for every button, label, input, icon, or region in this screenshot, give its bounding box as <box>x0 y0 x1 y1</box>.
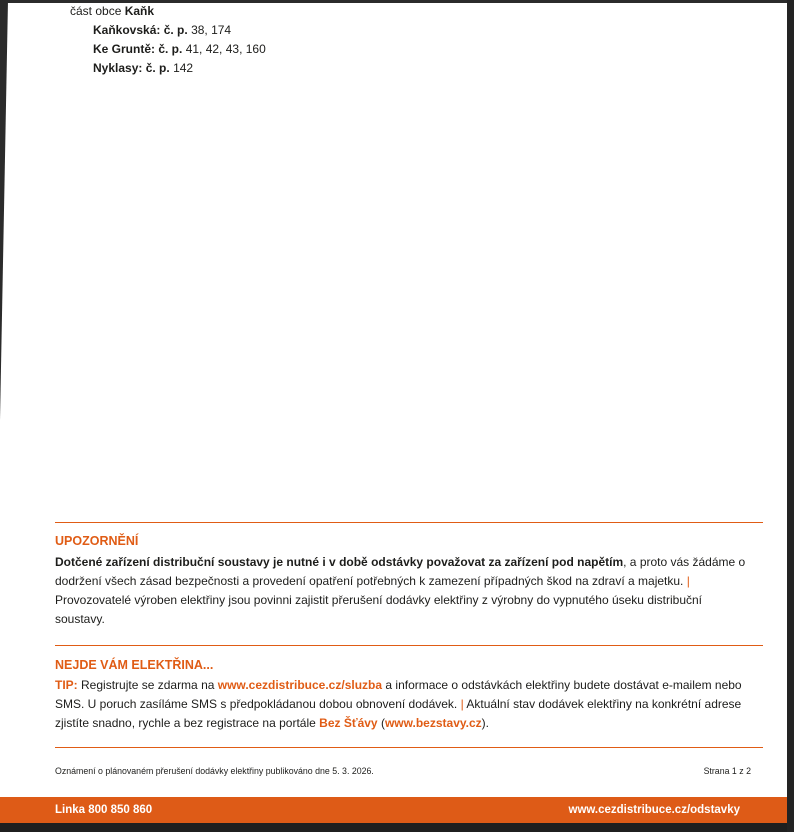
locality-list <box>70 2 266 78</box>
section-divider <box>55 645 763 646</box>
outages-url-link[interactable]: www.cezdistribuce.cz/odstavky <box>568 804 740 816</box>
paren-open: ( <box>380 716 385 730</box>
street-item <box>93 40 266 59</box>
orange-pipe-separator: | <box>686 574 690 588</box>
footer-row <box>55 766 751 776</box>
street-label: Nyklasy: č. p. <box>93 61 170 75</box>
footer-divider <box>55 747 763 748</box>
tip-paragraph <box>55 676 751 733</box>
bezstavy-portal-link[interactable]: Bez Šťávy <box>319 716 378 730</box>
bottom-brand-bar <box>0 797 794 823</box>
street-label: Kaňkovská: č. p. <box>93 23 188 37</box>
street-item <box>93 21 266 40</box>
locality-intro-text: část obce <box>70 4 122 18</box>
section-divider <box>55 522 763 523</box>
warning-paragraph <box>55 553 751 629</box>
warning-bold-lead: Dotčené zařízení distribuční soustavy je nutné i v době odstávky považovat za zařízení pod napětím <box>55 555 624 569</box>
hotline-phone: Linka 800 850 860 <box>55 804 153 816</box>
viewer-background-bottom-edge <box>0 823 794 832</box>
tip-label: TIP: <box>55 678 78 692</box>
street-numbers: 142 <box>173 61 194 75</box>
street-numbers: 41, 42, 43, 160 <box>185 42 266 56</box>
street-numbers: 38, 174 <box>191 23 232 37</box>
tip-info-text: a informace o odstávkách elektřiny budete dostávat e-mailem nebo SMS. U poruch zasíláme SMS s předpokládanou dobou obnovení dodávek. <box>55 678 742 711</box>
viewer-background-right-edge <box>787 0 794 832</box>
warning-after-bold: , a proto vás žádáme o dodržení všech zásad bezpečnosti a provedení opatření potřebných k zamezení případných škod na zdraví a majetku. <box>55 555 746 588</box>
publication-note: Oznámení o plánovaném přerušení dodávky elektřiny publikováno dne 5. 3. 2026. <box>55 766 374 776</box>
viewer-background-top-edge <box>0 0 794 3</box>
service-link[interactable]: www.cezdistribuce.cz/sluzba <box>217 678 383 692</box>
street-item <box>93 59 266 78</box>
page-number: Strana 1 z 2 <box>703 766 751 776</box>
bezstavy-url-link[interactable]: www.bezstavy.cz <box>384 716 482 730</box>
street-label: Ke Gruntě: č. p. <box>93 42 183 56</box>
warning-section-title: UPOZORNĚNÍ <box>55 534 139 548</box>
tip-status-text: Aktuální stav dodávek elektřiny na konkrétní adrese zjistíte snadno, rychle a bez registrace na portále <box>55 697 742 730</box>
nopower-section-title: NEJDE VÁM ELEKTŘINA... <box>55 658 214 672</box>
orange-pipe-separator: | <box>460 697 464 711</box>
locality-intro <box>70 2 266 21</box>
paren-close: ). <box>481 716 489 730</box>
locality-name: Kaňk <box>124 4 155 18</box>
viewer-background-left-wedge <box>0 0 8 420</box>
warning-second-sentence: Provozovatelé výroben elektřiny jsou povinni zajistit přerušení dodávky elektřiny z výrobny do vypnutého úseku distribuční soustavy. <box>55 593 703 626</box>
tip-register-text: Registrujte se zdarma na <box>81 678 215 692</box>
